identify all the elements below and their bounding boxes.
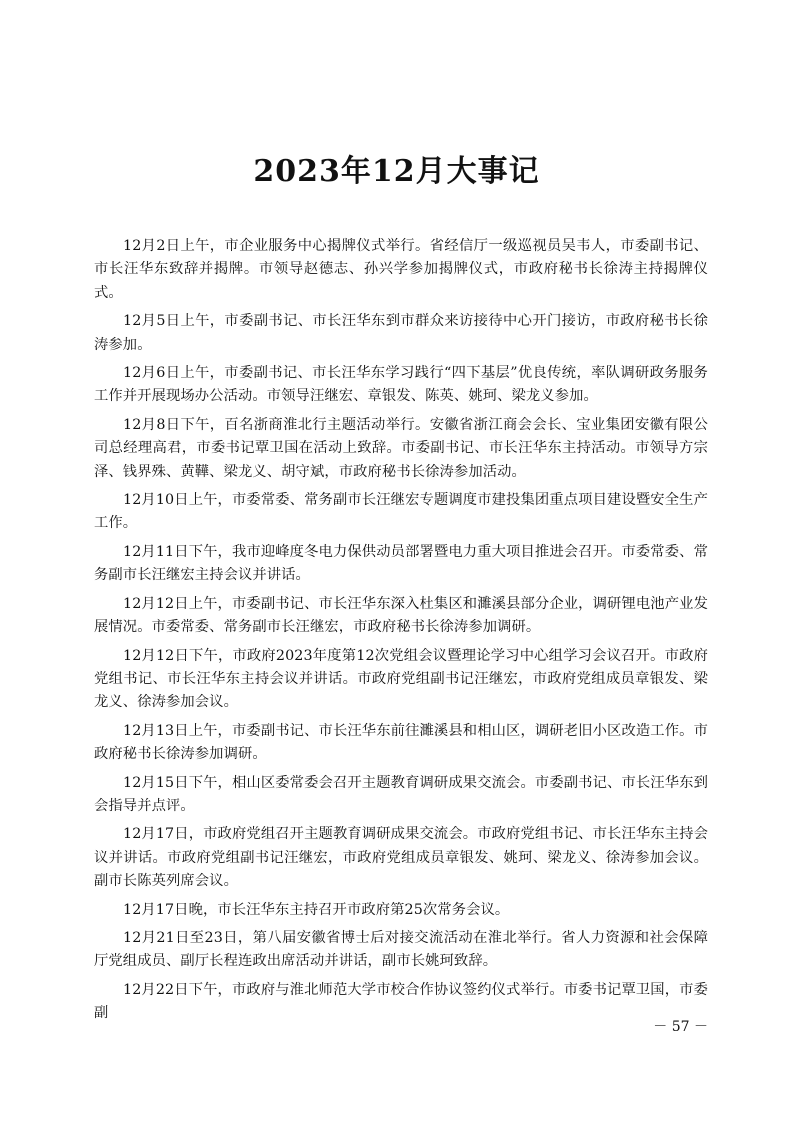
entry-paragraph: 12月8日下午，百名浙商淮北行主题活动举行。安徽省浙江商会会长、宝业集团安徽有限公司总经理高君，市委书记覃卫国在活动上致辞。市委副书记、市长汪华东主持活动。市领导方宗泽、钱界殊、黄鞾、梁龙义、胡守斌，市政府秘书长徐涛参加活动。 [94,416,708,480]
entry-paragraph: 12月21日至23日，第八届安徽省博士后对接交流活动在淮北举行。省人力资源和社会保障厅党组成员、副厅长程连政出席活动并讲话，副市长姚珂致辞。 [94,929,708,970]
entry-paragraph: 12月13日上午，市委副书记、市长汪华东前往濉溪县和相山区，调研老旧小区改造工作。市政府秘书长徐涛参加调研。 [94,722,708,763]
page-number: － 57 － [653,1019,708,1035]
entry-paragraph: 12月10日上午，市委常委、常务副市长汪继宏专题调度市建投集团重点项目建设暨安全生产工作。 [94,492,708,532]
entry-paragraph: 12月5日上午，市委副书记、市长汪华东到市群众来访接待中心开门接访，市政府秘书长徐涛参加。 [94,313,708,353]
entry-paragraph: 12月22日下午，市政府与淮北师范大学市校合作协议签约仪式举行。市委书记覃卫国，市委副 [94,981,708,1022]
entry-paragraph: 12月11日下午，我市迎峰度冬电力保供动员部署暨电力重大项目推进会召开。市委常委、常务副市长汪继宏主持会议并讲话。 [94,543,708,584]
entry-paragraph: 12月17日，市政府党组召开主题教育调研成果交流会。市政府党组书记、市长汪华东主持会议并讲话。市政府党组副书记汪继宏，市政府党组成员章银发、姚珂、梁龙义、徐涛参加会议。副市长陈英列席会议。 [94,826,708,890]
entry-paragraph: 12月12日上午，市委副书记、市长汪华东深入杜集区和濉溪县部分企业，调研锂电池产业发展情况。市委常委、常务副市长汪继宏，市政府秘书长徐涛参加调研。 [94,595,708,636]
entry-paragraph: 12月17日晚，市长汪华东主持召开市政府第25次常务会议。 [123,901,510,918]
entries-list [94,235,708,1031]
entry-paragraph: 12月2日上午，市企业服务中心揭牌仪式举行。省经信厅一级巡视员吴韦人，市委副书记、市长汪华东致辞并揭牌。市领导赵德志、孙兴学参加揭牌仪式，市政府秘书长徐涛主持揭牌仪式。 [94,238,708,301]
entry-paragraph: 12月6日上午，市委副书记、市长汪华东学习践行“四下基层”优良传统，率队调研政务服务工作并开展现场办公活动。市领导汪继宏、章银发、陈英、姚珂、梁龙义参加。 [94,365,708,405]
entry-paragraph: 12月12日下午，市政府2023年度第12次党组会议暨理论学习中心组学习会议召开。市政府党组书记、市长汪华东主持会议并讲话。市政府党组副书记汪继宏，市政府党组成员章银发、梁龙义、徐涛参加会议。 [94,647,708,711]
page-title: 2023年12月大事记 [253,154,540,189]
entry-paragraph: 12月15日下午，相山区委常委会召开主题教育调研成果交流会。市委副书记、市长汪华东到会指导并点评。 [94,774,708,814]
